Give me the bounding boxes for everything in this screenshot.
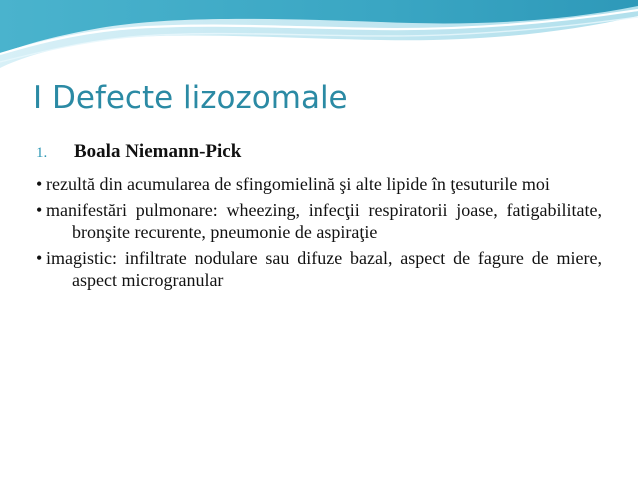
bullet-icon: • — [36, 248, 43, 268]
bullet-text: manifestări pulmonare: wheezing, infecţii respiratorii joase, fatigabilitate, bronşite recurente, pneumonie de aspiraţie — [46, 200, 602, 242]
slide-title: I Defecte lizozomale — [33, 80, 348, 116]
bullet-item — [36, 173, 602, 195]
bullet-text: rezultă din acumularea de sfingomielină şi alte lipide în ţesuturile moi — [46, 174, 550, 194]
header-wave-decoration — [0, 0, 638, 80]
heading-number: 1. — [36, 145, 48, 161]
bullet-icon: • — [36, 200, 43, 220]
numbered-heading — [36, 140, 602, 165]
heading-label: Boala Niemann-Pick — [74, 141, 242, 162]
slide-content — [36, 140, 602, 295]
bullet-item — [36, 247, 602, 291]
bullet-text: imagistic: infiltrate nodulare sau difuze bazal, aspect de fagure de miere, aspect microgranular — [46, 248, 602, 290]
bullet-icon: • — [36, 174, 43, 194]
bullet-item — [36, 199, 602, 243]
